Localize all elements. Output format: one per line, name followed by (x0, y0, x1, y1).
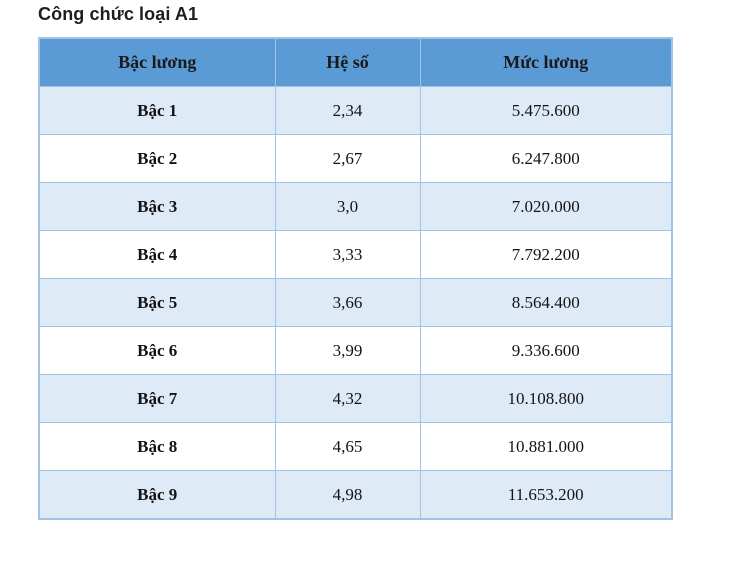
row-salary-cell: 7.792.200 (420, 231, 672, 279)
page-title: Công chức loại A1 (38, 4, 199, 24)
row-level-cell: Bậc 6 (39, 327, 275, 375)
column-header-muc-luong: Mức lương (420, 38, 672, 87)
row-coefficient-cell: 4,65 (275, 423, 420, 471)
row-level-cell: Bậc 7 (39, 375, 275, 423)
row-level-cell: Bậc 9 (39, 471, 275, 520)
row-coefficient-cell: 3,0 (275, 183, 420, 231)
row-coefficient-cell: 4,98 (275, 471, 420, 520)
table-row (39, 135, 672, 183)
row-level-cell: Bậc 8 (39, 423, 275, 471)
row-coefficient-cell: 2,67 (275, 135, 420, 183)
salary-table (38, 37, 673, 520)
row-coefficient-cell: 3,99 (275, 327, 420, 375)
row-salary-cell: 9.336.600 (420, 327, 672, 375)
row-level-cell: Bậc 5 (39, 279, 275, 327)
column-header-bac-luong: Bậc lương (39, 38, 275, 87)
row-salary-cell: 6.247.800 (420, 135, 672, 183)
table-row (39, 327, 672, 375)
row-level-cell: Bậc 2 (39, 135, 275, 183)
row-level-cell: Bậc 1 (39, 87, 275, 135)
column-header-he-so: Hệ số (275, 38, 420, 87)
row-level-cell: Bậc 3 (39, 183, 275, 231)
row-salary-cell: 8.564.400 (420, 279, 672, 327)
table-row (39, 183, 672, 231)
row-salary-cell: 11.653.200 (420, 471, 672, 520)
table-row (39, 471, 672, 520)
table-row (39, 279, 672, 327)
row-coefficient-cell: 4,32 (275, 375, 420, 423)
row-level-cell: Bậc 4 (39, 231, 275, 279)
table-row (39, 423, 672, 471)
table-body (39, 87, 672, 520)
row-salary-cell: 10.108.800 (420, 375, 672, 423)
row-salary-cell: 10.881.000 (420, 423, 672, 471)
row-coefficient-cell: 3,33 (275, 231, 420, 279)
row-coefficient-cell: 2,34 (275, 87, 420, 135)
row-salary-cell: 5.475.600 (420, 87, 672, 135)
row-coefficient-cell: 3,66 (275, 279, 420, 327)
table-row (39, 375, 672, 423)
table-row (39, 87, 672, 135)
row-salary-cell: 7.020.000 (420, 183, 672, 231)
header-row (39, 38, 672, 87)
table-row (39, 231, 672, 279)
